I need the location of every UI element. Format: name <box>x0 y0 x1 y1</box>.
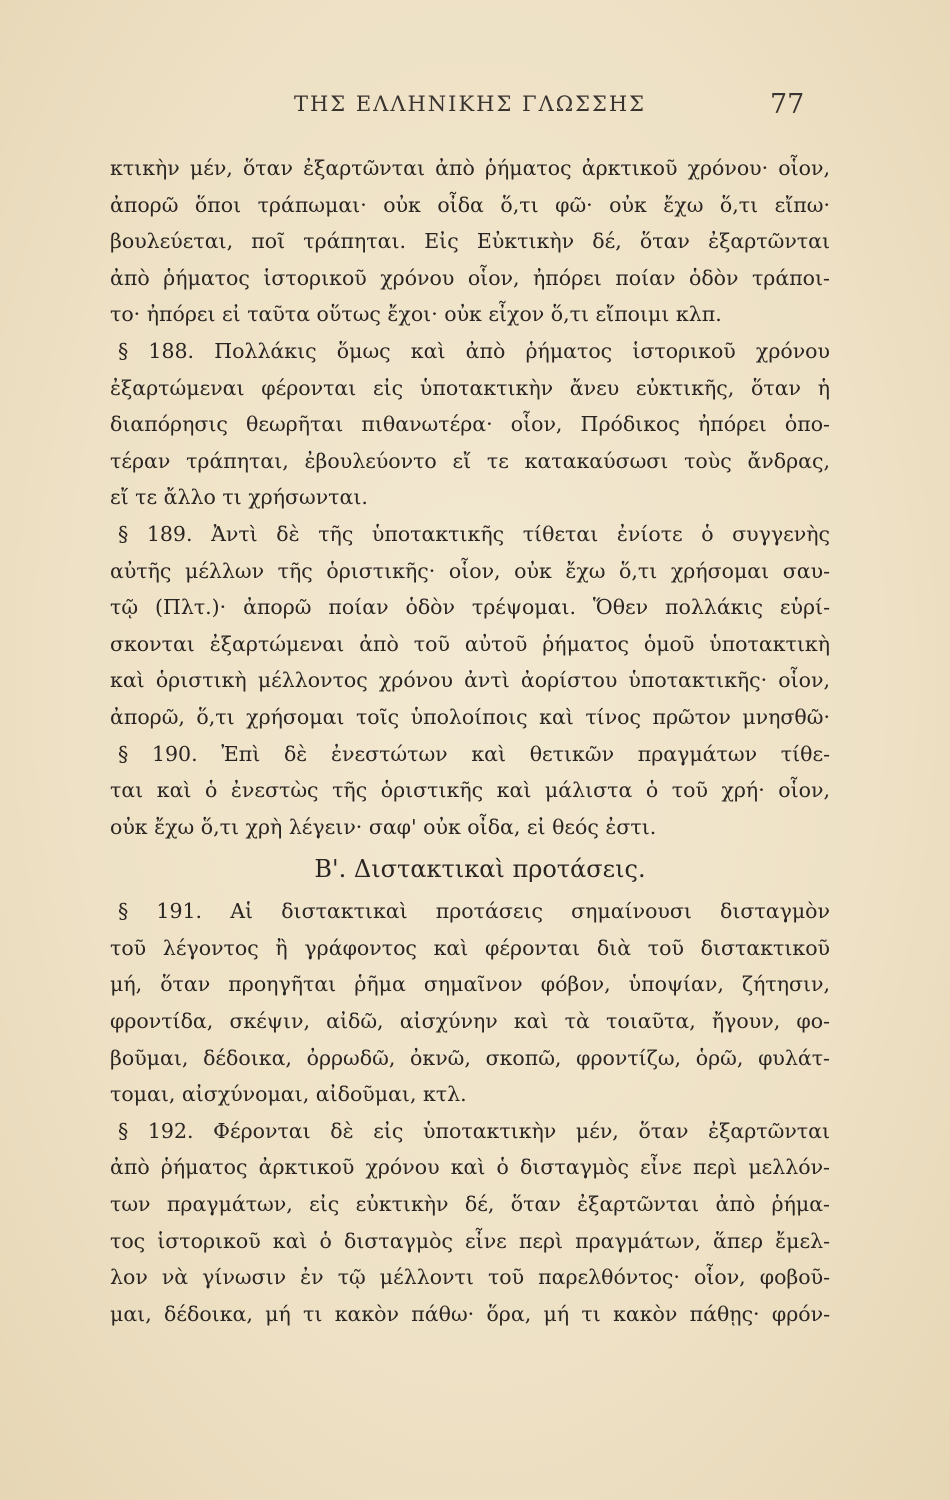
text-line: μαι, δέδοικα, μή τι κακὸν πάθω· ὅρα, μή τι κακὸν πάθῃς· φρόν- <box>110 1301 830 1326</box>
text-line: φροντίδα, σκέψιν, αἰδῶ, αἰσχύνην καὶ τὰ τοιαῦτα, ἤγουν, φο- <box>110 1009 830 1034</box>
paragraph-189-start: § 189. Ἀντὶ δὲ τῆς ὑποτακτικῆς τίθεται ἐνίοτε ὁ συγγενὴς <box>118 521 830 546</box>
text-line: τος ἱστορικοῦ καὶ ὁ δισταγμὸς εἶνε περὶ πραγμάτων, ἅπερ ἔμελ- <box>110 1228 830 1253</box>
section-heading: Β'. Διστακτικαὶ προτάσεις. <box>314 855 646 884</box>
text-line: σκονται ἐξαρτώμεναι ἀπὸ τοῦ αὐτοῦ ῥήματος ὁμοῦ ὑποτακτικὴ <box>110 631 830 656</box>
text-line: ἀπορῶ, ὅ,τι χρήσομαι τοῖς ὑπολοίποις καὶ τίνος πρῶτον μνησθῶ· <box>110 704 830 729</box>
text-line: λον νὰ γίνωσιν ἐν τῷ μέλλοντι τοῦ παρελθόντος· οἷον, φοβοῦ- <box>110 1265 830 1290</box>
body-text <box>110 150 830 1332</box>
text-line: καὶ ὁριστικὴ μέλλοντος χρόνου ἀντὶ ἀορίστου ὑποτακτικῆς· οἷον, <box>110 668 830 693</box>
paragraph-192-start: § 192. Φέρονται δὲ εἰς ὑποτακτικὴν μέν, ὅταν ἐξαρτῶνται <box>118 1118 830 1143</box>
text-line: αὐτῆς μέλλων τῆς ὁριστικῆς· οἷον, οὐκ ἔχω ὅ,τι χρήσομαι σαυ- <box>110 558 830 583</box>
paragraph-190-start: § 190. Ἐπὶ δὲ ἐνεστώτων καὶ θετικῶν πραγμάτων τίθε- <box>118 741 830 766</box>
text-line: ἀπορῶ ὅποι τράπωμαι· οὐκ οἶδα ὅ,τι φῶ· οὐκ ἔχω ὅ,τι εἴπω· <box>110 192 830 217</box>
text-line: ἐξαρτώμεναι φέρονται εἰς ὑποτακτικὴν ἄνευ εὐκτικῆς, ὅταν ἡ <box>110 375 830 400</box>
page-number: 77 <box>770 89 805 120</box>
text-line: τομαι, αἰσχύνομαι, αἰδοῦμαι, κτλ. <box>110 1082 467 1107</box>
text-line: βοῦμαι, δέδοικα, ὀρρωδῶ, ὀκνῶ, σκοπῶ, φροντίζω, ὁρῶ, φυλάτ- <box>110 1045 830 1070</box>
text-line: οὐκ ἔχω ὅ,τι χρὴ λέγειν· σαφ' οὐκ οἶδα, εἰ θεός ἐστι. <box>110 814 657 839</box>
text-line: τοῦ λέγοντος ἢ γράφοντος καὶ φέρονται διὰ τοῦ διστακτικοῦ <box>110 935 830 960</box>
page-header <box>0 89 950 132</box>
text-line: κτικὴν μέν, ὅταν ἐξαρτῶνται ἀπὸ ῥήματος ἀρκτικοῦ χρόνου· οἷον, <box>110 156 830 180</box>
text-line: διαπόρησις θεωρῆται πιθανωτέρα· οἷον, Πρόδικος ἠπόρει ὁπο- <box>110 412 830 437</box>
text-line: το· ἠπόρει εἰ ταῦτα οὕτως ἔχοι· οὐκ εἶχον ὅ,τι εἴποιμι κλπ. <box>110 302 722 327</box>
paragraph-191-start: § 191. Αἱ διστακτικαὶ προτάσεις σημαίνουσι δισταγμὸν <box>118 899 830 924</box>
text-line: μή, ὅταν προηγῆται ῥῆμα σημαῖνον φόβον, ὑποψίαν, ζήτησιν, <box>110 972 830 997</box>
text-line: ἀπὸ ῥήματος ἱστορικοῦ χρόνου οἷον, ἠπόρει ποίαν ὁδὸν τράποι- <box>110 265 830 290</box>
text-line: ἀπὸ ῥήματος ἀρκτικοῦ χρόνου καὶ ὁ δισταγμὸς εἶνε περὶ μελλόν- <box>110 1155 830 1180</box>
text-line: τέραν τράπηται, ἐβουλεύοντο εἴ τε κατακαύσωσι τοὺς ἄνδρας, <box>110 448 830 473</box>
text-line: των πραγμάτων, εἰς εὐκτικὴν δέ, ὅταν ἐξαρτῶνται ἀπὸ ῥήμα- <box>110 1192 830 1217</box>
text-line: εἴ τε ἄλλο τι χρήσωνται. <box>110 485 368 510</box>
text-line: τῷ (Πλτ.)· ἀπορῶ ποίαν ὁδὸν τρέψομαι. Ὅθεν πολλάκις εὑρί- <box>110 595 830 620</box>
running-title: ΤΗΣ ΕΛΛΗΝΙΚΗΣ ΓΛΩΣΣΗΣ <box>293 92 647 116</box>
text-line: βουλεύεται, ποῖ τράπηται. Εἰς Εὐκτικὴν δέ, ὅταν ἐξαρτῶνται <box>110 229 830 254</box>
text-line: ται καὶ ὁ ἐνεστὼς τῆς ὁριστικῆς καὶ μάλιστα ὁ τοῦ χρή· οἷον, <box>110 778 830 803</box>
paragraph-188-start: § 188. Πολλάκις ὅμως καὶ ἀπὸ ῥήματος ἱστορικοῦ χρόνου <box>118 338 830 363</box>
